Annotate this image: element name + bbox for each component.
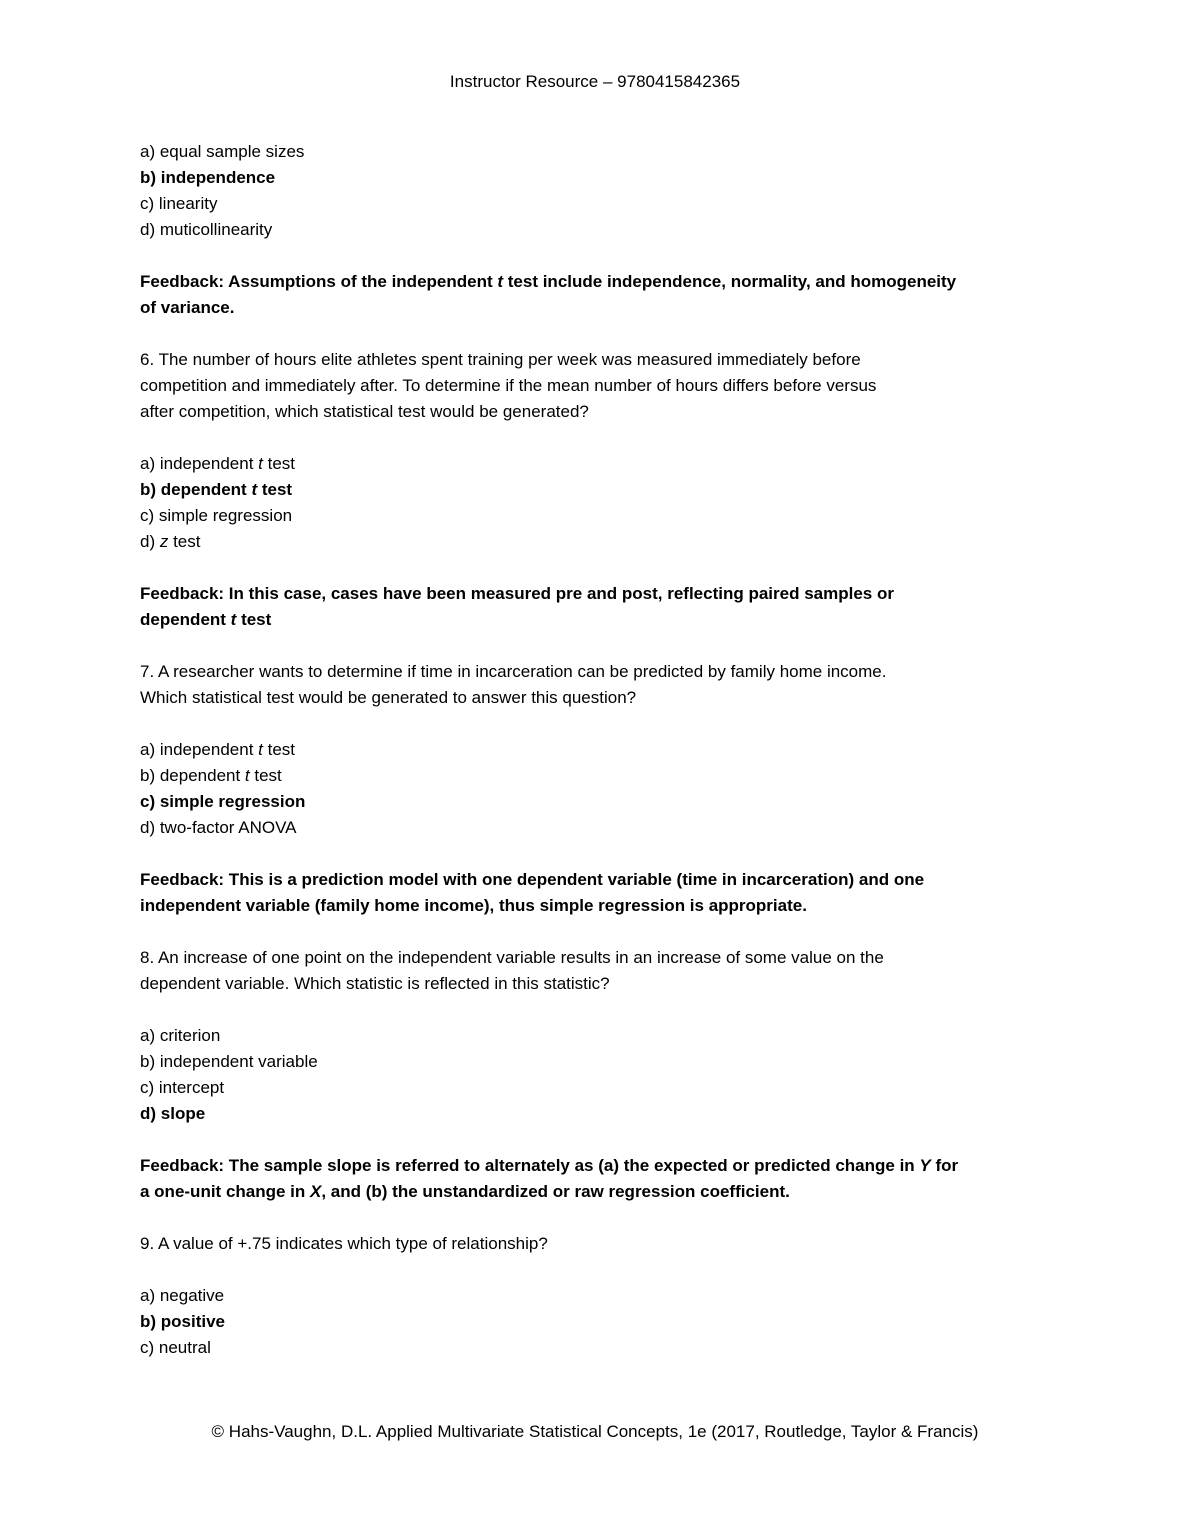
text-run: independent variable (family home income), thus simple regression is appropriate. [140, 896, 807, 915]
text-line [140, 295, 1150, 321]
answer-option [140, 1309, 1150, 1335]
text-run: test [257, 480, 293, 499]
text-run: t [251, 480, 258, 499]
answer-option [140, 217, 1150, 243]
question-7-options [140, 737, 1150, 841]
text-run: 6. The number of hours elite athletes spent training per week was measured immediately before [140, 350, 861, 369]
question-7-stem [140, 659, 1150, 711]
answer-option [140, 763, 1150, 789]
text-run: 9. A value of +.75 indicates which type of relationship? [140, 1234, 548, 1253]
text-run: , and (b) the unstandardized or raw regression coefficient. [321, 1182, 790, 1201]
text-run: 8. An increase of one point on the independent variable results in an increase of some value on the [140, 948, 884, 967]
question-6-stem [140, 347, 1150, 425]
answer-option [140, 1049, 1150, 1075]
question-5-options [140, 139, 1150, 243]
text-run: c) linearity [140, 194, 218, 213]
text-run: test [168, 532, 201, 551]
text-line [140, 1179, 1150, 1205]
text-line [140, 893, 1150, 919]
text-run: t [497, 272, 504, 291]
document-body [0, 139, 1190, 1361]
answer-option [140, 815, 1150, 841]
answer-option [140, 1023, 1150, 1049]
text-run: b) dependent [140, 766, 245, 785]
answer-option [140, 737, 1150, 763]
question-9-options [140, 1283, 1150, 1361]
text-run: a) equal sample sizes [140, 142, 305, 161]
question-6-options [140, 451, 1150, 555]
text-run: a) independent [140, 740, 259, 759]
text-run: Feedback: The sample slope is referred to alternately as (a) the expected or predicted change in [140, 1156, 920, 1175]
text-run: t [258, 740, 263, 759]
text-run: d) slope [140, 1104, 206, 1123]
text-run: test [249, 766, 282, 785]
text-run: Feedback: Assumptions of the independent [140, 272, 498, 291]
answer-option [140, 191, 1150, 217]
question-5-feedback [140, 269, 1150, 321]
text-run: c) simple regression [140, 506, 293, 525]
answer-option [140, 477, 1150, 503]
text-line [140, 659, 1150, 685]
text-run: c) simple regression [140, 792, 306, 811]
text-run: a) independent [140, 454, 259, 473]
answer-option [140, 451, 1150, 477]
text-run: a one-unit change in [140, 1182, 311, 1201]
page-header [0, 0, 1190, 95]
text-run: dependent variable. Which statistic is reflected in this statistic? [140, 974, 610, 993]
text-line [140, 269, 1150, 295]
text-run: b) independence [140, 168, 276, 187]
text-run: a) criterion [140, 1026, 221, 1045]
answer-option [140, 529, 1150, 555]
text-line [140, 1153, 1150, 1179]
text-line [140, 945, 1150, 971]
text-run: Feedback: This is a prediction model with one dependent variable (time in incarceration) and one [140, 870, 925, 889]
answer-option [140, 503, 1150, 529]
text-run: t [230, 610, 237, 629]
text-run: for [930, 1156, 959, 1175]
text-run: d) two-factor ANOVA [140, 818, 297, 837]
answer-option [140, 1101, 1150, 1127]
text-run: z [159, 532, 169, 551]
text-run: dependent [140, 610, 231, 629]
text-run: X [310, 1182, 322, 1201]
question-8-options [140, 1023, 1150, 1127]
text-run: b) independent variable [140, 1052, 318, 1071]
answer-option [140, 1283, 1150, 1309]
text-line [140, 399, 1150, 425]
text-run: after competition, which statistical test would be generated? [140, 402, 589, 421]
text-run: d) [140, 532, 160, 551]
text-line [140, 685, 1150, 711]
question-9-stem [140, 1231, 1150, 1257]
text-line [140, 1231, 1150, 1257]
question-7-feedback [140, 867, 1150, 919]
text-line [140, 347, 1150, 373]
text-run: test include independence, normality, and homogeneity [503, 272, 957, 291]
text-run: b) positive [140, 1312, 226, 1331]
text-run: of variance. [140, 298, 235, 317]
text-run: Which statistical test would be generated to answer this question? [140, 688, 637, 707]
text-run: 7. A researcher wants to determine if time in incarceration can be predicted by family home income. [140, 662, 887, 681]
text-run: test [262, 740, 296, 759]
footer-copyright: © Hahs-Vaughn, D.L. Applied Multivariate Statistical Concepts, 1e (2017, Routledge, Taylor & Francis) [211, 1422, 979, 1441]
text-run: Y [919, 1156, 931, 1175]
text-line [140, 581, 1150, 607]
text-run: Feedback: In this case, cases have been measured pre and post, reflecting paired samples or [140, 584, 894, 603]
answer-option [140, 1335, 1150, 1361]
answer-option [140, 1075, 1150, 1101]
text-run: a) negative [140, 1286, 225, 1305]
text-line [140, 867, 1150, 893]
text-run: b) dependent [140, 480, 252, 499]
text-run: competition and immediately after. To determine if the mean number of hours differs before versus [140, 376, 877, 395]
text-run: t [244, 766, 250, 785]
header-title: Instructor Resource – 9780415842365 [449, 72, 741, 91]
text-line [140, 971, 1150, 997]
question-8-stem [140, 945, 1150, 997]
text-run: test [236, 610, 272, 629]
text-run: t [258, 454, 263, 473]
question-6-feedback [140, 581, 1150, 633]
page-footer [0, 1419, 1190, 1445]
text-run: test [262, 454, 296, 473]
text-run: c) neutral [140, 1338, 211, 1357]
question-8-feedback [140, 1153, 1150, 1205]
text-run: c) intercept [140, 1078, 225, 1097]
answer-option [140, 789, 1150, 815]
answer-option [140, 139, 1150, 165]
text-line [140, 373, 1150, 399]
answer-option [140, 165, 1150, 191]
text-run: d) muticollinearity [140, 220, 273, 239]
text-line [140, 607, 1150, 633]
